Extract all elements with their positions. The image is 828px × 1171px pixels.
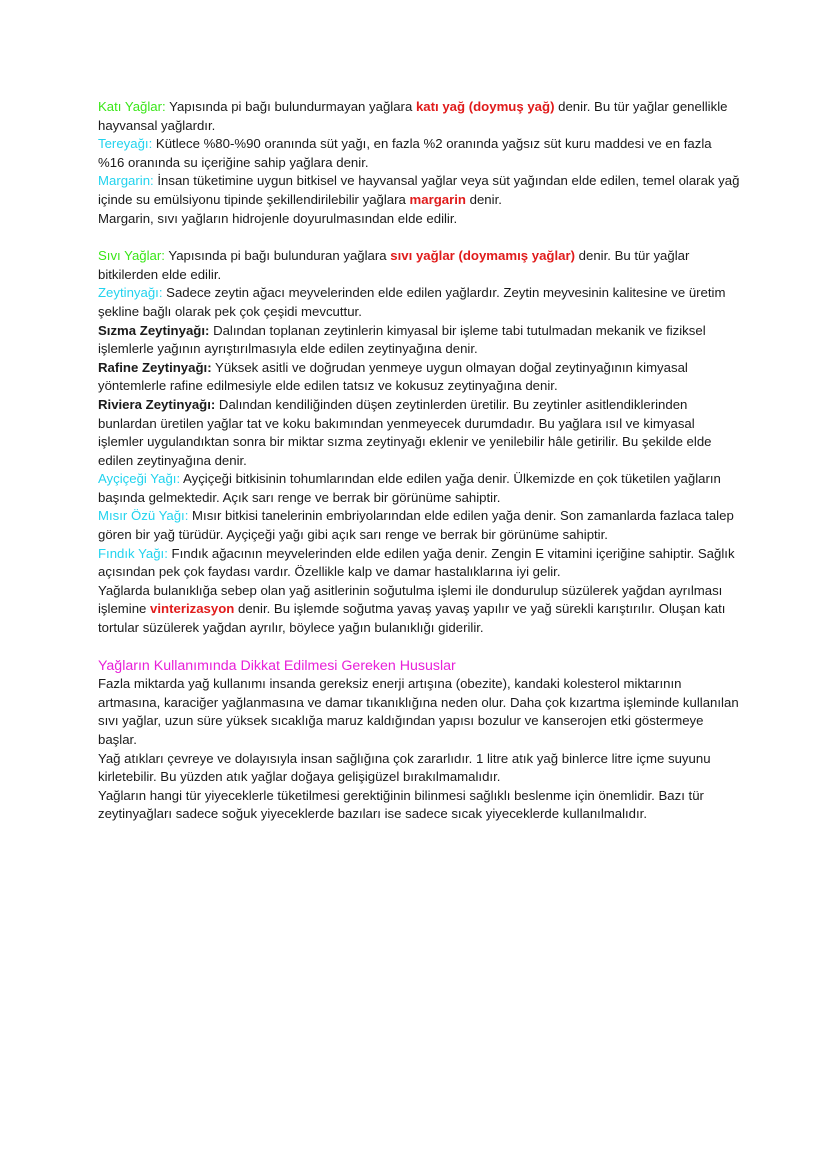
section-gap: [98, 228, 740, 247]
section-heading: Yağların Kullanımında Dikkat Edilmesi Gereken Hususlar: [98, 657, 456, 674]
rafine-term: Rafine Zeytinyağı:: [98, 359, 212, 375]
sivi-yaglar-paragraph: [98, 247, 740, 284]
misir-text: Mısır bitkisi tanelerinin embriyolarından elde edilen yağa denir. Son zamanlarda fazlaca talep gören bir yağ türüdür. Ayçiçeği yağı gibi açık sarı renge ve berrak bir görünüme sahiptir.: [98, 508, 734, 543]
sivi-yag-highlight: sıvı yağlar (doymamış yağlar): [390, 248, 576, 264]
kati-yaglar-term: Katı Yağlar:: [98, 99, 166, 114]
margarin-highlight: margarin: [409, 191, 466, 207]
sizma-term: Sızma Zeytinyağı:: [98, 322, 210, 338]
findik-text: Fındık ağacının meyvelerinden elde edilen yağa denir. Zengin E vitamini içeriğine sahiptir. Sağlık açısından pek çok faydası vardır. Özellikle kalp ve damar hastalıklarına iyi gelir.: [98, 545, 735, 580]
riviera-text: Dalından kendiliğinden düşen zeytinlerden üretilir. Bu zeytinler asitlendiklerinden bunlardan üretilen yağlar tat ve koku bakımından yenmeyecek durumdadır. Bu yağlara ısıl ve kimyasal işlemler uygulandıktan sonra bir miktar sızma zeytinyağı eklenir ve yenilebilir hâle getirilir. Bu şekilde elde edilen zeytinyağına denir.: [98, 396, 712, 468]
zeytinyagi-text: Sadece zeytin ağacı meyvelerinden elde edilen yağlardır. Zeytin meyvesinin kalitesine ve üretim şekline bağlı olarak pek çok çeşidi mevcuttur.: [98, 285, 726, 319]
vinter-text-after: denir. Bu işlemde soğutma yavaş yavaş yapılır ve yağ sürekli karıştırılır. Oluşan katı tortular süzülerek yağdan ayrılır, böylece yağın bulanıklığı giderilir.: [98, 601, 726, 636]
kati-text-after: denir. Bu tür yağlar genellikle hayvansal yağlardır.: [98, 99, 728, 133]
dikkat-paragraph-3: Yağların hangi tür yiyeceklerle tüketilmesi gerektiğinin bilinmesi sağlıklı beslenme için önemlidir. Bazı tür zeytinyağları sadece soğuk yiyeceklerde bazıları ise sadece sıcak yiyeceklerde kullanılmalıdır.: [98, 787, 704, 822]
margarin-text-after: denir.: [465, 191, 502, 207]
rafine-paragraph: [98, 359, 740, 396]
misir-term: Mısır Özü Yağı:: [98, 508, 189, 524]
misir-paragraph: [98, 507, 740, 544]
aycicegi-term: Ayçiçeği Yağı:: [98, 471, 181, 487]
riviera-paragraph: [98, 396, 740, 470]
section-gap: [98, 638, 740, 657]
sivi-text-before: Yapısında pi bağı bulunduran yağlara: [164, 248, 391, 264]
margarin-note: Margarin, sıvı yağların hidrojenle doyurulmasından elde edilir.: [98, 210, 458, 226]
zeytinyagi-term: Zeytinyağı:: [98, 285, 163, 301]
kati-yaglar-paragraph: [98, 98, 740, 135]
dikkat-paragraph-2: Yağ atıkları çevreye ve dolayısıyla insan sağlığına çok zararlıdır. 1 litre atık yağ binlerce litre içme suyunu kirletebilir. Bu yüzden atık yağlar doğaya gelişigüzel bırakılmamalıdır.: [98, 750, 711, 785]
vinterizasyon-paragraph: [98, 582, 740, 638]
rafine-text: Yüksek asitli ve doğrudan yenmeye uygun olmayan doğal zeytinyağının kimyasal yöntemlerle rafine edilmesiyle elde edilen tatsız ve kokusuz zeytinyağına denir.: [98, 359, 688, 394]
vinter-text-before: Yağlarda bulanıklığa sebep olan yağ asitlerinin soğutulma işlemi ile dondurulup süzülerek yağdan ayrılması işlemine: [98, 582, 723, 617]
tereyagi-term: Tereyağı:: [98, 136, 153, 152]
margarin-text-before: İnsan tüketimine uygun bitkisel ve hayvansal yağlar veya süt yağından elde edilen, temel olarak yağ içinde su emülsiyonu tipinde şekillendirilebilir yağlara: [98, 173, 740, 207]
margarin-term: Margarin:: [98, 173, 154, 189]
kati-yag-highlight: katı yağ (doymuş yağ): [415, 99, 555, 114]
sivi-text-after: denir. Bu tür yağlar bitkilerden elde edilir.: [98, 248, 690, 282]
findik-paragraph: [98, 545, 740, 582]
zeytinyagi-paragraph: [98, 284, 740, 321]
sivi-yaglar-term: Sıvı Yağlar:: [98, 248, 165, 264]
aycicegi-paragraph: [98, 470, 740, 507]
riviera-term: Riviera Zeytinyağı:: [98, 396, 216, 412]
kati-text-before: Yapısında pi bağı bulundurmayan yağlara: [165, 99, 416, 114]
sizma-paragraph: [98, 322, 740, 359]
findik-term: Fındık Yağı:: [98, 545, 168, 561]
dikkat-paragraph-1: Fazla miktarda yağ kullanımı insanda gereksiz enerji artışına (obezite), kandaki kolesterol miktarının artmasına, karaciğer yağlanmasına ve damar tıkanıklığına neden olur. Daha çok kızartma işleminde kullanılan sıvı yağlar, uzun süre yüksek sıcaklığa maruz kaldığından yapısı bozulur ve kanserojen etki göstermeye başlar.: [98, 676, 739, 747]
sizma-text: Dalından toplanan zeytinlerin kimyasal bir işleme tabi tutulmadan mekanik ve fiziksel işlemlerle yağının ayrıştırılmasıyla elde edilen zeytinyağına denir.: [98, 322, 706, 357]
vinterizasyon-highlight: vinterizasyon: [150, 601, 235, 617]
document-page: [98, 98, 740, 824]
tereyagi-text: Kütlece %80-%90 oranında süt yağı, en fazla %2 oranında yağsız süt kuru maddesi ve en fazla %16 oranında su içeriğine sahip yağlara denir.: [98, 136, 712, 170]
margarin-paragraph: [98, 172, 740, 209]
tereyagi-paragraph: [98, 135, 740, 172]
aycicegi-text: Ayçiçeği bitkisinin tohumlarından elde edilen yağa denir. Ülkemizde en çok tüketilen yağların başında gelmektedir. Açık sarı renge ve berrak bir görünüme sahiptir.: [98, 471, 721, 505]
